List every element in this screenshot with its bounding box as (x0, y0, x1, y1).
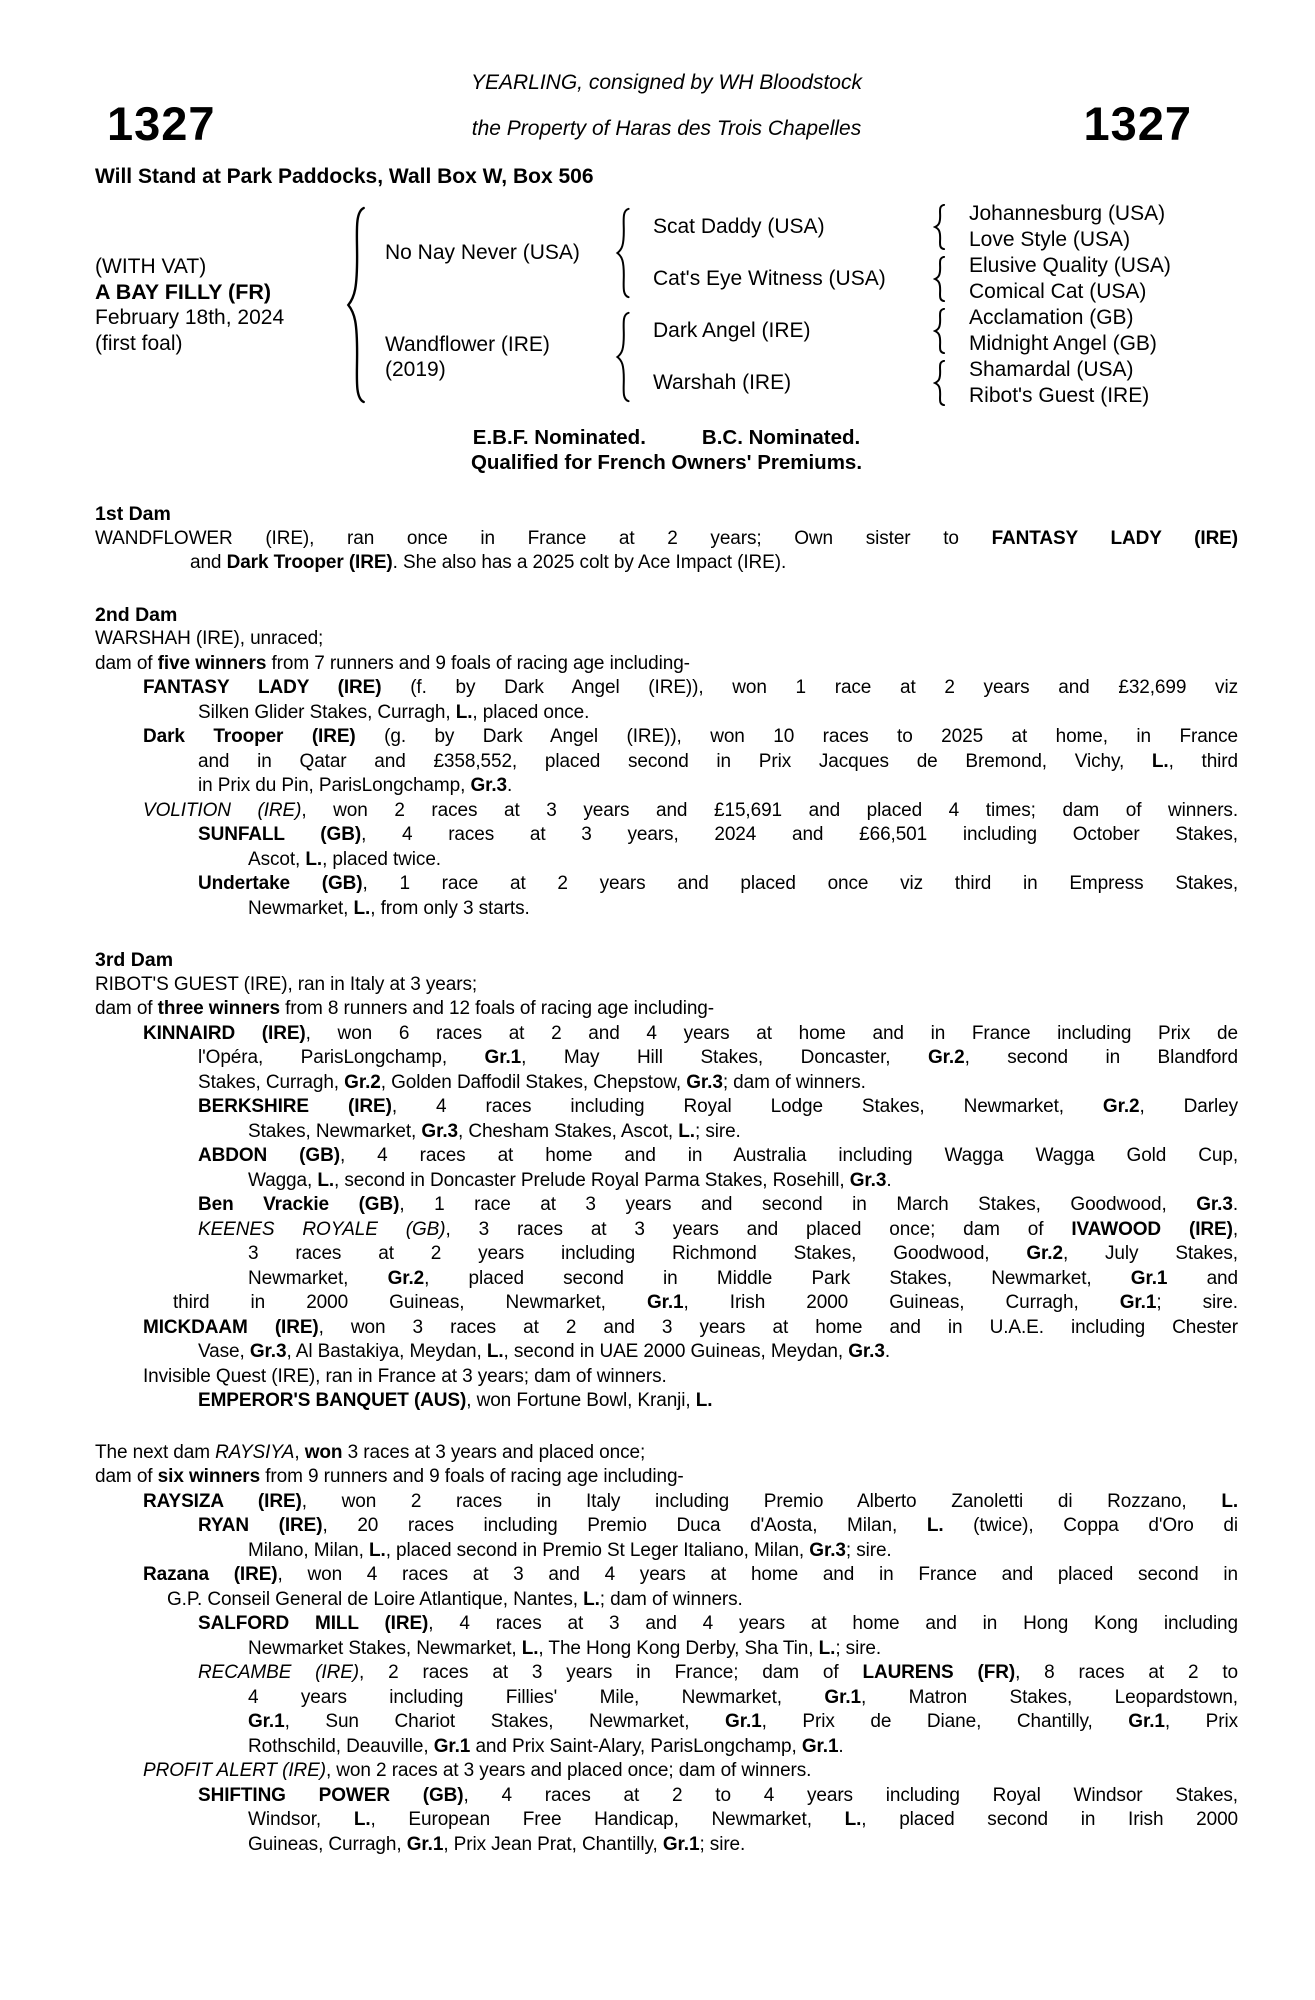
text-line: VOLITION (IRE), won 2 races at 3 years and £15,691 and placed 4 times; dam of winners. (143, 799, 1238, 821)
text-line: Wagga, L., second in Doncaster Prelude Royal Parma Stakes, Rosehill, Gr.3. (248, 1169, 892, 1191)
pedigree-brace-main (345, 201, 385, 409)
dam-section (95, 948, 1238, 1414)
text-line: dam of six winners from 9 runners and 9 foals of racing age including- (95, 1466, 684, 1487)
brace-icon (615, 311, 631, 403)
pedigree-gen3-3: Elusive Quality (USA) (969, 254, 1171, 277)
pedigree-gen3-6: Midnight Angel (GB) (969, 332, 1157, 355)
text-line: in Prix du Pin, ParisLongchamp, Gr.3. (198, 775, 513, 796)
pedigree-dam (385, 305, 615, 409)
dam-year: (2019) (385, 358, 446, 381)
pedigree-brace-pair-3 (933, 305, 969, 357)
dam-section-heading: 3rd Dam (95, 949, 174, 971)
text-line: RAYSIZA (IRE), won 2 races in Italy including Premio Alberto Zanoletti di Rozzano, L. (143, 1490, 1238, 1512)
text-line: BERKSHIRE (IRE), 4 races including Royal Lodge Stakes, Newmarket, Gr.2, Darley (198, 1096, 1238, 1117)
header-row (95, 97, 1238, 150)
consignment-line: YEARLING, consigned by WH Bloodstock (470, 71, 862, 94)
pedigree-gen2-sire-sire: Scat Daddy (USA) (653, 215, 825, 238)
text-line: EMPEROR'S BANQUET (AUS), won Fortune Bowl, Kranji, L. (198, 1390, 713, 1411)
pedigree-gen3-2: Love Style (USA) (969, 228, 1131, 251)
text-line: and Dark Trooper (IRE). She also has a 2025 colt by Ace Impact (IRE). (190, 552, 787, 573)
subject-name: A BAY FILLY (FR) (95, 279, 272, 304)
text-line: and in Qatar and £358,552, placed second in Prix Jacques de Bremond, Vichy, L., third (198, 750, 1238, 772)
text-line: Newmarket Stakes, Newmarket, L., The Hong Kong Derby, Sha Tin, L.; sire. (248, 1637, 882, 1659)
text-line: Razana (IRE), won 4 races at 3 and 4 years at home and in France and placed second in (143, 1564, 1239, 1585)
pedigree-text (95, 502, 1238, 1857)
pedigree-gen3-1: Johannesburg (USA) (969, 202, 1166, 225)
pedigree-gen3-5: Acclamation (GB) (969, 306, 1134, 329)
pedigree-brace-dam (615, 305, 653, 409)
text-line: FANTASY LADY (IRE) (f. by Dark Angel (IRE)), won 1 race at 2 years and £32,699 viz (143, 677, 1238, 698)
text-line: dam of five winners from 7 runners and 9 foals of racing age including- (95, 652, 690, 674)
text-line: SHIFTING POWER (GB), 4 races at 2 to 4 years including Royal Windsor Stakes, (198, 1784, 1238, 1806)
nomination-ebf: E.B.F. Nominated. (472, 426, 646, 449)
dam-section-heading: 2nd Dam (95, 603, 178, 626)
brace-icon (345, 204, 367, 406)
vat-note: (WITH VAT) (95, 255, 207, 278)
text-line: Newmarket, L., from only 3 starts. (248, 897, 530, 919)
lot-number-left: 1327 (107, 97, 216, 150)
brace-icon (615, 207, 631, 299)
pedigree-sire: No Nay Never (USA) (385, 241, 580, 264)
text-line: dam of three winners from 8 runners and 12 foals of racing age including- (95, 998, 714, 1019)
text-line: RIBOT'S GUEST (IRE), ran in Italy at 3 years; (95, 973, 478, 995)
dam-section-heading: 1st Dam (95, 503, 171, 525)
brace-icon (933, 308, 946, 354)
pedigree-table (95, 201, 1238, 409)
dam-name: Wandflower (IRE) (385, 333, 550, 356)
text-line: Newmarket, Gr.2, placed second in Middle Park Stakes, Newmarket, Gr.1 and (248, 1267, 1238, 1289)
pedigree-brace-pair-4 (933, 357, 969, 409)
brace-icon (933, 204, 946, 250)
pedigree-gen2-sire-dam: Cat's Eye Witness (USA) (653, 267, 886, 290)
subject-foal-note: (first foal) (95, 331, 183, 355)
dam-section (95, 502, 1238, 576)
text-line: PROFIT ALERT (IRE), won 2 races at 3 years and placed once; dam of winners. (143, 1760, 812, 1781)
text-line: Milano, Milan, L., placed second in Premio St Leger Italiano, Milan, Gr.3; sire. (248, 1539, 892, 1561)
text-line: KINNAIRD (IRE), won 6 races at 2 and 4 years at home and in France including Prix de (143, 1022, 1238, 1044)
brace-icon (933, 256, 946, 302)
text-line: Vase, Gr.3, Al Bastakiya, Meydan, L., second in UAE 2000 Guineas, Meydan, Gr.3. (198, 1341, 891, 1362)
text-line: Ascot, L., placed twice. (248, 848, 441, 870)
pedigree-brace-pair-1 (933, 201, 969, 253)
text-line: The next dam RAYSIYA, won 3 races at 3 years and placed once; (95, 1441, 646, 1463)
brace-icon (933, 360, 946, 406)
pedigree-gen3-8: Ribot's Guest (IRE) (969, 384, 1150, 407)
text-line: Windsor, L., European Free Handicap, Newmarket, L., placed second in Irish 2000 (248, 1809, 1238, 1830)
dam-section (95, 603, 1238, 922)
pedigree-gen2-dam-dam: Warshah (IRE) (653, 371, 792, 394)
text-line: ABDON (GB), 4 races at home and in Australia including Wagga Wagga Gold Cup, (198, 1145, 1238, 1166)
text-line: Silken Glider Stakes, Curragh, L., placed once. (198, 701, 590, 723)
page-content (95, 0, 1238, 1857)
text-line: 3 races at 2 years including Richmond Stakes, Goodwood, Gr.2, July Stakes, (248, 1243, 1238, 1264)
subject-foaling-date: February 18th, 2024 (95, 306, 285, 329)
property-line: the Property of Haras des Trois Chapelles (471, 117, 862, 140)
nomination-bc: B.C. Nominated. (701, 426, 861, 449)
pedigree-brace-sire (615, 201, 653, 305)
text-line: SALFORD MILL (IRE), 4 races at 3 and 4 years at home and in Hong Kong including (198, 1613, 1238, 1634)
text-line: MICKDAAM (IRE), won 3 races at 2 and 3 years at home and in U.A.E. including Chester (143, 1316, 1238, 1338)
pedigree-gen3-7: Shamardal (USA) (969, 358, 1134, 381)
text-line: Gr.1, Sun Chariot Stakes, Newmarket, Gr.1, Prix de Diane, Chantilly, Gr.1, Prix (248, 1711, 1238, 1732)
text-line: Dark Trooper (IRE) (g. by Dark Angel (IRE)), won 10 races to 2025 at home, in France (143, 726, 1238, 747)
text-line: Undertake (GB), 1 race at 2 years and placed once viz third in Empress Stakes, (198, 873, 1238, 894)
text-line: Stakes, Newmarket, Gr.3, Chesham Stakes, Ascot, L.; sire. (248, 1120, 741, 1142)
text-line: Rothschild, Deauville, Gr.1 and Prix Saint-Alary, ParisLongchamp, Gr.1. (248, 1735, 844, 1757)
text-line: Invisible Quest (IRE), ran in France at 3 years; dam of winners. (143, 1365, 667, 1387)
nominations (95, 425, 1238, 475)
pedigree-brace-pair-2 (933, 253, 969, 305)
text-line: G.P. Conseil General de Loire Atlantique, Nantes, L.; dam of winners. (167, 1588, 743, 1610)
text-line: RYAN (IRE), 20 races including Premio Duca d'Aosta, Milan, L. (twice), Coppa d'Oro di (198, 1515, 1238, 1536)
text-line: third in 2000 Guineas, Newmarket, Gr.1, Irish 2000 Guineas, Curragh, Gr.1; sire. (173, 1292, 1238, 1313)
text-line: Stakes, Curragh, Gr.2, Golden Daffodil Stakes, Chepstow, Gr.3; dam of winners. (198, 1071, 866, 1093)
pedigree-subject (95, 201, 345, 409)
text-line: Guineas, Curragh, Gr.1, Prix Jean Prat, Chantilly, Gr.1; sire. (248, 1833, 746, 1855)
text-line: WANDFLOWER (IRE), ran once in France at 2 years; Own sister to FANTASY LADY (IRE) (95, 527, 1238, 549)
dam-section (95, 1441, 1238, 1858)
lot-number-right: 1327 (1083, 97, 1192, 150)
stand-location: Will Stand at Park Paddocks, Wall Box W, Box 506 (95, 165, 594, 188)
pedigree-gen2-dam-sire: Dark Angel (IRE) (653, 319, 811, 342)
text-line: SUNFALL (GB), 4 races at 3 years, 2024 and £66,501 including October Stakes, (198, 824, 1238, 845)
nominations-line (95, 425, 1238, 450)
pedigree-gen3-4: Comical Cat (USA) (969, 280, 1147, 303)
text-line: l'Opéra, ParisLongchamp, Gr.1, May Hill Stakes, Doncaster, Gr.2, second in Blandford (198, 1047, 1238, 1068)
text-line: KEENES ROYALE (GB), 3 races at 3 years and placed once; dam of IVAWOOD (IRE), (198, 1218, 1238, 1240)
text-line: 4 years including Fillies' Mile, Newmarket, Gr.1, Matron Stakes, Leopardstown, (248, 1686, 1238, 1708)
nomination-qualified: Qualified for French Owners' Premiums. (470, 451, 863, 474)
text-line: RECAMBE (IRE), 2 races at 3 years in France; dam of LAURENS (FR), 8 races at 2 to (198, 1662, 1239, 1683)
text-line: WARSHAH (IRE), unraced; (95, 628, 324, 649)
text-line: Ben Vrackie (GB), 1 race at 3 years and second in March Stakes, Goodwood, Gr.3. (198, 1194, 1238, 1215)
